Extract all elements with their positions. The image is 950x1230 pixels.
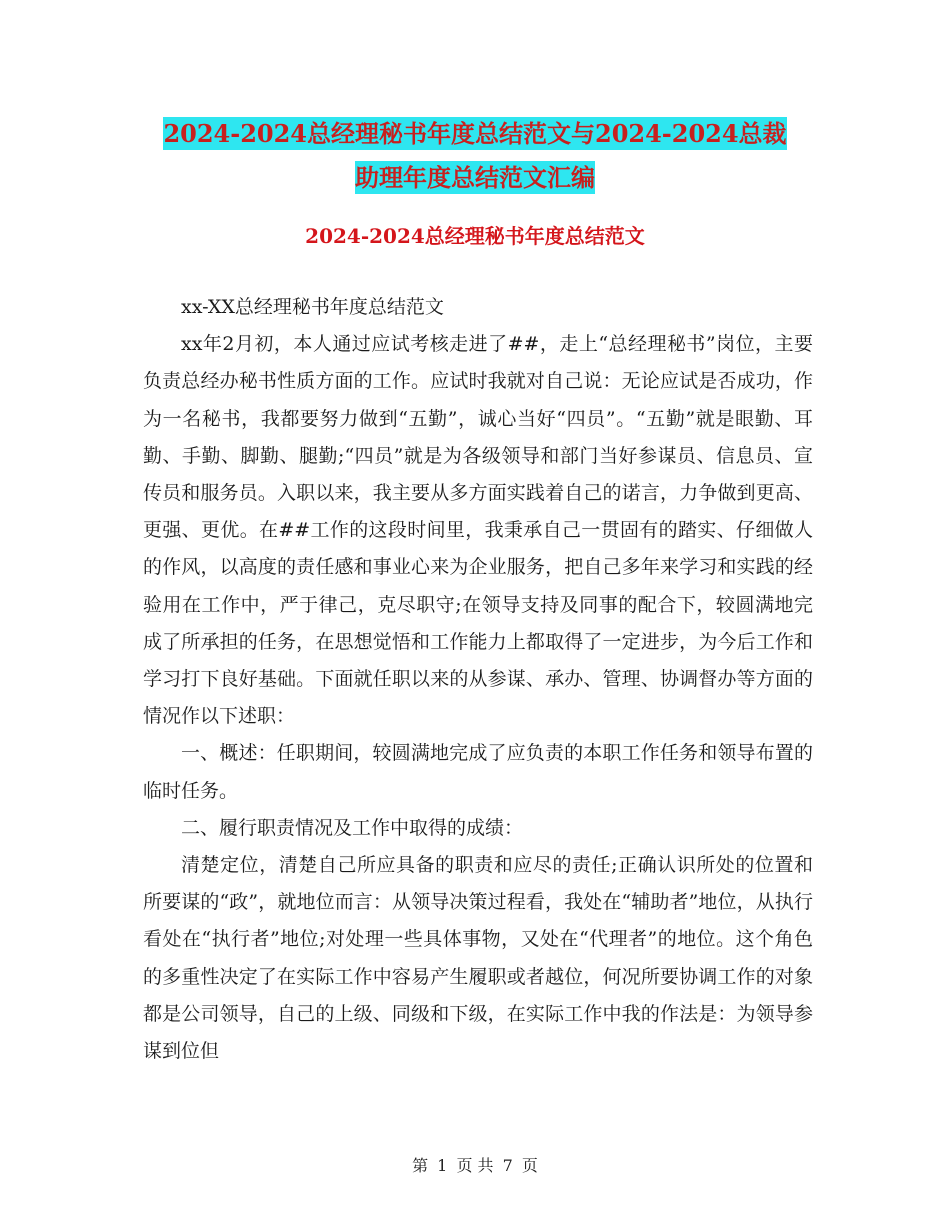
- paragraph: xx年2月初，本人通过应试考核走进了##，走上“总经理秘书”岗位，主要负责总经办秘书性质方面的工作。应试时我就对自己说：无论应试是否成功，作为一名秘书，我都要努力做到“五勤”，诚心当好“四员”。“五勤”就是眼勤、耳勤、手勤、脚勤、腿勤;“四员”就是为各级领导和部门当好参谋员、信息员、宣传员和服务员。入职以来，我主要从多方面实践着自己的诺言，力争做到更高、更强、更优。在##工作的这段时间里，我秉承自己一贯固有的踏实、仔细做人的作风，以高度的责任感和事业心来为企业服务，把自己多年来学习和实践的经验用在工作中，严于律己，克尽职守;在领导支持及同事的配合下，较圆满地完成了所承担的任务，在思想觉悟和工作能力上都取得了一定进步，为今后工作和学习打下良好基础。下面就任职以来的从参谋、承办、管理、协调督办等方面的情况作以下述职：: [143, 333, 813, 728]
- document-body: [143, 289, 813, 1070]
- paragraph: 清楚定位，清楚自己所应具备的职责和应尽的责任;正确认识所处的位置和所要谋的“政”，就地位而言：从领导决策过程看，我处在“辅助者”地位，从执行看处在“执行者”地位;对处理一些具体事物，又处在“代理者”的地位。这个角色的多重性决定了在实际工作中容易产生履职或者越位，何况所要协调工作的对象都是公司领导，自己的上级、同级和下级，在实际工作中我的作法是：为领导参谋到位但: [143, 854, 813, 1063]
- footer-suffix: 页: [521, 1156, 538, 1175]
- footer-prefix: 第: [412, 1156, 429, 1175]
- paragraph: 二、履行职责情况及工作中取得的成绩：: [181, 816, 524, 839]
- page-footer: [0, 1153, 950, 1176]
- document-title: [140, 112, 810, 200]
- paragraph: xx-XX总经理秘书年度总结范文: [181, 296, 444, 318]
- paragraph: 一、概述：任职期间，较圆满地完成了应负责的本职工作任务和领导布置的临时任务。: [143, 742, 813, 802]
- footer-middle: 页 共: [456, 1156, 494, 1175]
- document-title-line1: 2024-2024总经理秘书年度总结范文与2024-2024总裁: [163, 119, 787, 148]
- section-title: 2024-2024总经理秘书年度总结范文: [305, 224, 645, 248]
- document-title-line2: 助理年度总结范文汇编: [355, 163, 595, 192]
- page-number: 1: [437, 1156, 448, 1175]
- page-total: 7: [502, 1156, 513, 1175]
